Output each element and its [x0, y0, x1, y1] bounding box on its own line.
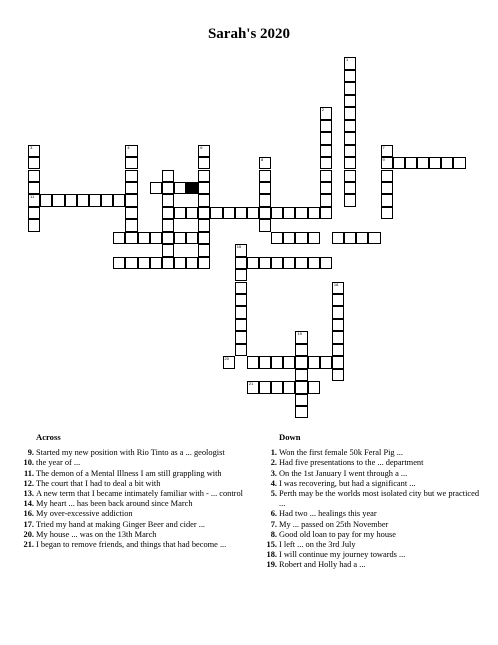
grid-cell[interactable] — [429, 157, 441, 169]
clue-text: Tried my hand at making Ginger Beer and cider ... — [36, 519, 206, 529]
grid-cell[interactable] — [28, 182, 40, 194]
grid-cell[interactable] — [283, 232, 295, 244]
clue-number: 11 — [30, 194, 35, 200]
grid-cell[interactable] — [150, 182, 162, 194]
grid-cell[interactable] — [223, 207, 235, 219]
down-clue — [259, 458, 487, 468]
clue-number-label: 14. — [23, 499, 34, 509]
grid-cell[interactable] — [453, 157, 465, 169]
down-clue — [259, 479, 487, 489]
clue-text: My heart ... has been back around since March — [36, 499, 193, 509]
grid-cell[interactable] — [344, 182, 356, 194]
across-clue — [16, 448, 246, 458]
clue-number-label: 15. — [266, 540, 277, 550]
clue-number-label: 7. — [270, 519, 277, 529]
grid-cell[interactable] — [162, 207, 174, 219]
grid-cell[interactable] — [198, 145, 210, 157]
grid-cell[interactable] — [332, 331, 344, 343]
grid-cell[interactable] — [344, 120, 356, 132]
grid-cell[interactable] — [198, 182, 210, 194]
grid-cell[interactable] — [381, 170, 393, 182]
grid-cell[interactable] — [198, 232, 210, 244]
clue-text: Had five presentations to the ... department — [279, 458, 424, 468]
grid-cell[interactable] — [52, 194, 64, 206]
grid-cell[interactable] — [271, 207, 283, 219]
grid-cell[interactable] — [308, 207, 320, 219]
clue-text: I began to remove friends, and things that had become ... — [36, 540, 227, 550]
down-clue — [259, 520, 487, 530]
grid-cell[interactable] — [28, 145, 40, 157]
grid-cell[interactable] — [295, 232, 307, 244]
down-clue — [259, 530, 487, 540]
grid-cell[interactable] — [210, 207, 222, 219]
clue-number-label: 13. — [23, 489, 34, 499]
grid-cell[interactable] — [344, 194, 356, 206]
clue-number-label: 6. — [270, 509, 277, 519]
grid-cell[interactable] — [332, 344, 344, 356]
clue-number-label: 8. — [270, 529, 277, 539]
clue-number-label: 5. — [270, 489, 277, 499]
clue-number: 4 — [127, 144, 130, 150]
grid-cell[interactable] — [77, 194, 89, 206]
grid-cell[interactable] — [320, 145, 332, 157]
across-clue-list — [16, 448, 246, 550]
grid-cell[interactable] — [393, 157, 405, 169]
grid-cell[interactable] — [162, 194, 174, 206]
grid-cell[interactable] — [344, 57, 356, 69]
grid-cell[interactable] — [162, 182, 174, 194]
grid-cell[interactable] — [235, 282, 247, 294]
grid-cell[interactable] — [150, 257, 162, 269]
grid-cell[interactable] — [259, 157, 271, 169]
grid-cell[interactable] — [235, 319, 247, 331]
grid-cell[interactable] — [295, 344, 307, 356]
grid-cell[interactable] — [308, 381, 320, 393]
clue-text: A new term that I became intimately familiar with - ... control — [36, 489, 243, 499]
grid-cell[interactable] — [332, 306, 344, 318]
grid-cell[interactable] — [344, 157, 356, 169]
grid-cell[interactable] — [295, 207, 307, 219]
grid-cell[interactable] — [186, 257, 198, 269]
grid-cell[interactable] — [138, 232, 150, 244]
grid-cell[interactable] — [174, 207, 186, 219]
clue-number-label: 2. — [270, 458, 277, 468]
grid-cell[interactable] — [138, 257, 150, 269]
across-clue — [16, 540, 246, 550]
clue-text: Good old loan to pay for my house — [279, 529, 397, 539]
grid-cell[interactable] — [28, 219, 40, 231]
grid-cell[interactable] — [113, 257, 125, 269]
clue-text: My house ... was on the 13th March — [36, 529, 157, 539]
grid-cell[interactable] — [113, 232, 125, 244]
grid-cell[interactable] — [162, 219, 174, 231]
grid-cell[interactable] — [125, 145, 137, 157]
clue-number-label: 10. — [23, 458, 34, 468]
grid-cell[interactable] — [295, 394, 307, 406]
clue-number: 2 — [321, 107, 324, 113]
grid-cell[interactable] — [247, 257, 259, 269]
grid-cell[interactable] — [332, 369, 344, 381]
across-clue — [16, 479, 246, 489]
grid-cell[interactable] — [235, 331, 247, 343]
down-clues — [259, 432, 487, 571]
clue-text: Started my new position with Rio Tinto as a ... geologist — [36, 448, 225, 458]
grid-cell[interactable] — [320, 356, 332, 368]
grid-cell[interactable] — [344, 145, 356, 157]
grid-cell[interactable] — [295, 406, 307, 418]
grid-cell[interactable] — [271, 356, 283, 368]
grid-cell[interactable] — [320, 182, 332, 194]
clue-number: 3 — [30, 144, 33, 150]
black-square — [186, 182, 198, 194]
grid-cell[interactable] — [381, 207, 393, 219]
grid-cell[interactable] — [259, 182, 271, 194]
grid-cell[interactable] — [344, 170, 356, 182]
grid-cell[interactable] — [344, 95, 356, 107]
grid-cell[interactable] — [28, 170, 40, 182]
grid-cell[interactable] — [198, 257, 210, 269]
grid-cell[interactable] — [125, 157, 137, 169]
down-clue — [259, 509, 487, 519]
clue-text: My over-excessive addiction — [36, 509, 133, 519]
grid-cell[interactable] — [235, 257, 247, 269]
grid-cell[interactable] — [162, 232, 174, 244]
grid-cell[interactable] — [198, 194, 210, 206]
grid-cell[interactable] — [344, 232, 356, 244]
grid-cell[interactable] — [247, 356, 259, 368]
grid-cell[interactable] — [381, 194, 393, 206]
clue-number: 7 — [382, 144, 385, 150]
clue-number: 9 — [382, 157, 385, 163]
grid-cell[interactable] — [259, 356, 271, 368]
grid-cell[interactable] — [198, 219, 210, 231]
grid-cell[interactable] — [174, 232, 186, 244]
grid-cell[interactable] — [344, 82, 356, 94]
clue-number: 18 — [333, 281, 339, 287]
grid-cell[interactable] — [283, 207, 295, 219]
grid-cell[interactable] — [235, 244, 247, 256]
clue-text: I left ... on the 3rd July — [279, 540, 356, 550]
clue-number-label: 18. — [266, 550, 277, 560]
clue-number: 8 — [261, 157, 264, 163]
grid-cell[interactable] — [174, 257, 186, 269]
grid-cell[interactable] — [259, 381, 271, 393]
grid-cell[interactable] — [125, 232, 137, 244]
grid-cell[interactable] — [259, 170, 271, 182]
grid-cell[interactable] — [271, 232, 283, 244]
grid-cell[interactable] — [320, 194, 332, 206]
grid-cell[interactable] — [368, 232, 380, 244]
grid-cell[interactable] — [198, 170, 210, 182]
grid-cell[interactable] — [283, 257, 295, 269]
clue-text: On the 1st January I went through a ... — [279, 468, 408, 478]
across-clue — [16, 499, 246, 509]
down-clue-list — [259, 448, 487, 570]
grid-cell[interactable] — [320, 257, 332, 269]
grid-cell[interactable] — [186, 207, 198, 219]
grid-cell[interactable] — [295, 381, 307, 393]
across-heading: Across — [36, 432, 61, 442]
grid-cell[interactable] — [283, 381, 295, 393]
grid-cell[interactable] — [271, 381, 283, 393]
grid-cell[interactable] — [405, 157, 417, 169]
down-heading: Down — [279, 432, 301, 442]
across-clue — [16, 509, 246, 519]
clue-text: I was recovering, but had a significant ... — [279, 478, 416, 488]
grid-cell[interactable] — [271, 257, 283, 269]
grid-cell[interactable] — [344, 70, 356, 82]
grid-cell[interactable] — [320, 170, 332, 182]
clue-number-label: 20. — [23, 529, 34, 539]
clue-text: The court that I had to deal a bit with — [36, 478, 161, 488]
clue-number-label: 12. — [23, 478, 34, 488]
grid-cell[interactable] — [28, 194, 40, 206]
grid-cell[interactable] — [162, 170, 174, 182]
grid-cell[interactable] — [259, 207, 271, 219]
grid-cell[interactable] — [441, 157, 453, 169]
grid-cell[interactable] — [235, 306, 247, 318]
down-clue — [259, 469, 487, 479]
grid-cell[interactable] — [101, 194, 113, 206]
grid-cell[interactable] — [125, 194, 137, 206]
clue-number-label: 11. — [23, 468, 34, 478]
clue-text: Won the first female 50k Feral Pig ... — [279, 448, 403, 458]
grid-cell[interactable] — [381, 157, 393, 169]
down-clue — [259, 489, 487, 509]
clue-text: The demon of a Mental Illness I am still grappling with — [36, 468, 222, 478]
down-clue — [259, 448, 487, 458]
clue-number: 21 — [248, 381, 254, 387]
grid-cell[interactable] — [259, 219, 271, 231]
grid-cell[interactable] — [295, 331, 307, 343]
clue-number: 20 — [224, 356, 229, 362]
grid-cell[interactable] — [28, 157, 40, 169]
across-clue — [16, 520, 246, 530]
grid-cell[interactable] — [235, 269, 247, 281]
clue-number-label: 19. — [266, 560, 277, 570]
grid-cell[interactable] — [259, 257, 271, 269]
grid-cell[interactable] — [125, 257, 137, 269]
grid-cell[interactable] — [417, 157, 429, 169]
grid-cell[interactable] — [320, 120, 332, 132]
clue-text: Robert and Holly had a ... — [279, 560, 366, 570]
grid-cell[interactable] — [344, 107, 356, 119]
grid-cell[interactable] — [162, 257, 174, 269]
grid-cell[interactable] — [125, 207, 137, 219]
clue-number-label: 9. — [27, 448, 34, 458]
clue-number: 15 — [236, 244, 242, 250]
grid-cell[interactable] — [235, 294, 247, 306]
clue-text: My ... passed on 25th November — [279, 519, 389, 529]
clue-number: 6 — [200, 144, 203, 150]
grid-cell[interactable] — [125, 219, 137, 231]
grid-cell[interactable] — [125, 182, 137, 194]
grid-cell[interactable] — [332, 282, 344, 294]
grid-cell[interactable] — [381, 145, 393, 157]
clue-number: 1 — [346, 57, 349, 63]
across-clue — [16, 530, 246, 540]
grid-cell[interactable] — [295, 356, 307, 368]
grid-cell[interactable] — [356, 232, 368, 244]
clue-number-label: 16. — [23, 509, 34, 519]
grid-cell[interactable] — [198, 157, 210, 169]
grid-cell[interactable] — [65, 194, 77, 206]
grid-cell[interactable] — [186, 232, 198, 244]
grid-cell[interactable] — [113, 194, 125, 206]
clue-text: Had two ... healings this year — [279, 509, 377, 519]
grid-cell[interactable] — [259, 194, 271, 206]
across-clue — [16, 469, 246, 479]
clue-number-label: 4. — [270, 478, 277, 488]
grid-cell[interactable] — [308, 257, 320, 269]
clue-text: Perth may be the worlds most isolated city but we practiced ... — [279, 489, 480, 509]
grid-cell[interactable] — [344, 132, 356, 144]
grid-cell[interactable] — [125, 170, 137, 182]
grid-cell[interactable] — [89, 194, 101, 206]
grid-cell[interactable] — [332, 294, 344, 306]
across-clue — [16, 458, 246, 468]
grid-cell[interactable] — [283, 356, 295, 368]
grid-cell[interactable] — [381, 182, 393, 194]
grid-cell[interactable] — [150, 232, 162, 244]
grid-cell[interactable] — [295, 369, 307, 381]
grid-cell[interactable] — [332, 356, 344, 368]
clue-number: 19 — [297, 331, 302, 337]
grid-cell[interactable] — [198, 207, 210, 219]
clue-text: the year of ... — [36, 458, 81, 468]
grid-cell[interactable] — [235, 207, 247, 219]
grid-cell[interactable] — [308, 356, 320, 368]
grid-cell[interactable] — [174, 182, 186, 194]
grid-cell[interactable] — [320, 107, 332, 119]
clue-number-label: 1. — [270, 448, 277, 458]
grid-cell[interactable] — [40, 194, 52, 206]
clue-number-label: 3. — [270, 468, 277, 478]
down-clue — [259, 560, 487, 570]
clue-text: I will continue my journey towards ... — [279, 550, 406, 560]
grid-cell[interactable] — [332, 319, 344, 331]
grid-cell[interactable] — [320, 207, 332, 219]
grid-cell[interactable] — [320, 132, 332, 144]
grid-cell[interactable] — [198, 244, 210, 256]
grid-cell[interactable] — [247, 381, 259, 393]
down-clue — [259, 540, 487, 550]
grid-cell[interactable] — [223, 356, 235, 368]
grid-cell[interactable] — [332, 232, 344, 244]
page-title: Sarah's 2020 — [207, 26, 291, 42]
grid-cell[interactable] — [235, 344, 247, 356]
grid-cell[interactable] — [295, 257, 307, 269]
grid-cell[interactable] — [320, 157, 332, 169]
clue-number-label: 17. — [23, 519, 34, 529]
grid-cell[interactable] — [308, 232, 320, 244]
grid-cell[interactable] — [28, 207, 40, 219]
across-clues — [16, 432, 246, 550]
clue-number-label: 21. — [23, 540, 34, 550]
across-clue — [16, 489, 246, 499]
down-clue — [259, 550, 487, 560]
grid-cell[interactable] — [247, 207, 259, 219]
grid-cell[interactable] — [162, 244, 174, 256]
